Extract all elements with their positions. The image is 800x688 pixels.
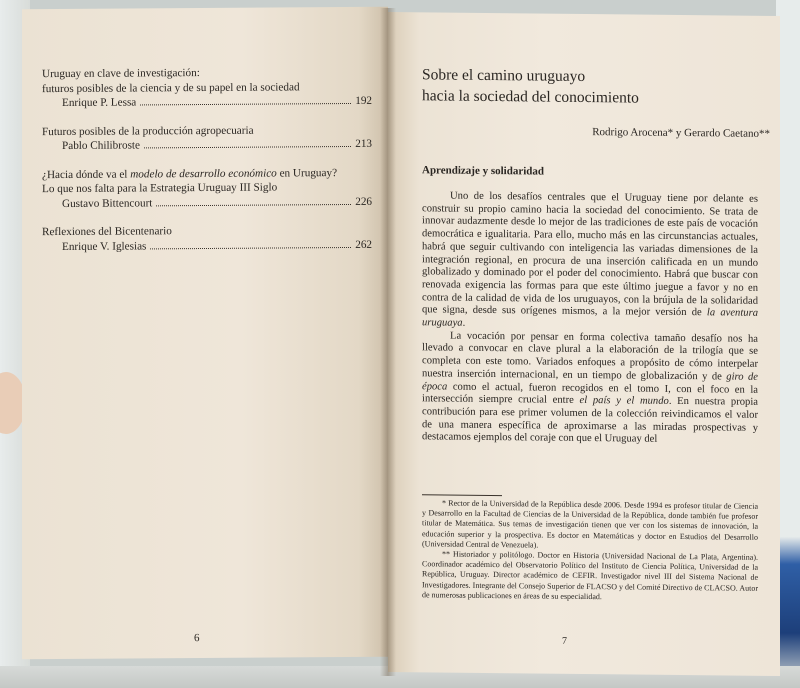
footnotes bbox=[422, 498, 758, 604]
toc-leader-dots bbox=[150, 246, 351, 248]
toc-author-row bbox=[42, 237, 372, 254]
body-text bbox=[422, 190, 758, 448]
paragraph-italic: el país y el mundo bbox=[579, 395, 669, 408]
toc-leader-dots bbox=[156, 203, 351, 205]
footnote: * Rector de la Universidad de la República desde 2006. Desde 1994 es profesor titular de Ciencia y Desarrollo en la Facultad de Ciencias de la Universidad de la República, donde también fue profesor titular de Matemática. Sus temas de investigación tienen que ver con los sistemas de innovación, la educación superior y la prospectiva. Es doctor en Matemáticas y doctor en Estudios del Desarrollo (Universidad Central de Venezuela). bbox=[422, 498, 758, 550]
right-page bbox=[388, 12, 780, 676]
toc-title-line bbox=[42, 165, 372, 182]
toc-page-number: 226 bbox=[355, 195, 372, 208]
toc-page-number: 192 bbox=[355, 94, 372, 107]
toc-page-number: 262 bbox=[355, 238, 372, 251]
footnote-rule bbox=[422, 494, 502, 496]
toc-page-number: 213 bbox=[355, 137, 372, 150]
toc-author-row bbox=[42, 94, 372, 111]
toc-title-line: futuros posibles de la ciencia y de su papel en la sociedad bbox=[42, 80, 300, 95]
toc-author-row bbox=[42, 194, 372, 211]
toc-title-suffix: en Uruguay? bbox=[276, 166, 338, 179]
toc-author: Gustavo Bittencourt bbox=[62, 196, 153, 210]
toc-title-line: Futuros posibles de la producción agropecuaria bbox=[42, 124, 254, 138]
paragraph-text: . En nuestra propia contribución para ese primer volumen de la colección reivindicamos el valor de una manera específica de aproximarse a las miradas prospectivas y destacamos ejemplos del coraje con que el Uruguay del bbox=[422, 396, 758, 446]
page-number: 7 bbox=[562, 635, 567, 647]
paragraph-italic: giro de época bbox=[422, 371, 758, 393]
toc-author: Enrique V. Iglesias bbox=[62, 239, 147, 253]
paragraph bbox=[422, 330, 758, 448]
chapter-authors: Rodrigo Arocena* y Gerardo Caetano** bbox=[592, 126, 770, 140]
toc-entry bbox=[42, 122, 372, 153]
toc-title-line: Uruguay en clave de investigación: bbox=[42, 67, 200, 81]
toc-author: Enrique P. Lessa bbox=[62, 96, 137, 109]
book-gutter bbox=[380, 8, 396, 676]
toc-leader-dots bbox=[144, 146, 351, 148]
toc-title-prefix: ¿Hacia dónde va el bbox=[42, 168, 131, 181]
toc-entry bbox=[42, 65, 372, 111]
toc-author: Pablo Chilibroste bbox=[62, 139, 141, 152]
chapter-title-line: Sobre el camino uruguayo bbox=[422, 66, 586, 86]
paragraph-text: como el actual, fueron recogidos en el tomo I, con el foco en la intersección siempre crucial entre bbox=[422, 381, 758, 407]
chapter-title-line: hacia la sociedad del conocimiento bbox=[422, 87, 639, 107]
table-of-contents bbox=[42, 65, 372, 268]
footnote: ** Historiador y politólogo. Doctor en Historia (Universidad Nacional de La Plata, Argentina). Coordinador académico del Observatorio Político del Instituto de Ciencia Política, Universidad de la República, Uruguay. Director académico de CEFIR. Investigador nivel III del Sistema Nacional de Investigadores. Integrante del Consejo Superior de FLACSO y del Comité Directivo de CLACSO. Autor de numerosas publicaciones en áreas de su especialidad. bbox=[422, 549, 758, 602]
toc-title-line: Reflexiones del Bicentenario bbox=[42, 225, 172, 239]
paragraph-text: Uno de los desafíos centrales que el Uruguay tiene por delante es construir su propio camino hacia la sociedad del conocimiento. Se trata de innovar audazmente desde lo mejor de las tradiciones de este país de vocación democrática e igualitaria. Para ello, mucho más en las circunstancias actuales, habrá que seguir cultivando con inteligencia las variadas dimensiones de la integración regional, en procura de una inserción calificada en un mundo globalizado y dominado por el poder del conocimiento. Habrá que buscar con renovada exigencia las formas para que este último juegue a favor y no en contra de la calidad de vida de los uruguayos, con la brújula de la solidaridad que signa, desde sus orígenes mismos, a la mejor versión de bbox=[422, 190, 758, 319]
toc-entry bbox=[42, 165, 372, 211]
chapter-title bbox=[422, 64, 752, 109]
section-heading: Aprendizaje y solidaridad bbox=[422, 164, 545, 178]
paragraph-italic: la aventura uruguaya bbox=[422, 307, 759, 329]
left-page bbox=[22, 7, 388, 660]
page-number: 6 bbox=[194, 632, 200, 645]
toc-author-row bbox=[42, 137, 372, 154]
toc-entry bbox=[42, 223, 372, 254]
toc-title-italic: modelo de desarrollo económico bbox=[130, 166, 277, 181]
toc-title-line: Lo que nos falta para la Estrategia Uruguay III Siglo bbox=[42, 181, 278, 196]
toc-leader-dots bbox=[140, 103, 351, 105]
paragraph-text: La vocación por pensar en forma colectiva tamaño desafío nos ha llevado a convocar en clave plural a la elaboración de la trilogía que se completa con este tomo. Variados enfoques a propósito de cómo interpelar nuestra inserción internacional, en un tiempo de globalización y de bbox=[422, 330, 758, 383]
paragraph bbox=[422, 190, 758, 333]
paragraph-text: . bbox=[462, 317, 466, 329]
